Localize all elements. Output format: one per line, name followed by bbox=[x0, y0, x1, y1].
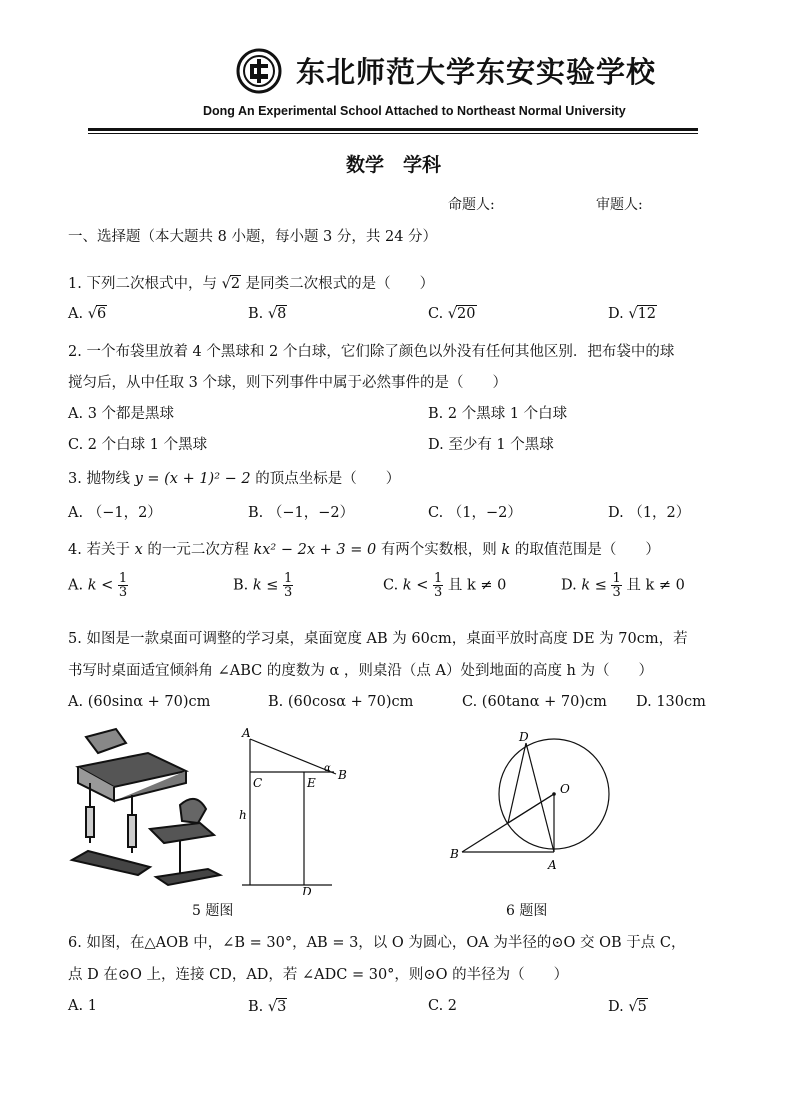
label-alpha: α bbox=[324, 763, 331, 774]
radicand: 2 bbox=[230, 276, 241, 292]
q1-option-c: C. √20 bbox=[428, 306, 476, 322]
question-2-line2: 搅匀后，从中任取 3 个球，则下列事件中属于必然事件的是（ ） bbox=[68, 375, 507, 391]
q2-option-d: D. 至少有 1 个黑球 bbox=[428, 437, 554, 453]
label-B: B bbox=[450, 847, 459, 861]
figure-5-caption: 5 题图 bbox=[192, 903, 234, 919]
q2-option-b: B. 2 个黑球 1 个白球 bbox=[428, 406, 568, 422]
header-rule bbox=[88, 128, 698, 131]
figure-5-diagram bbox=[238, 725, 356, 895]
q5-option-c: C. (60tanα + 70)cm bbox=[462, 694, 607, 710]
q5-option-a: A. (60sinα + 70)cm bbox=[68, 694, 211, 710]
q6-option-a: A. 1 bbox=[68, 998, 97, 1014]
label-B: B bbox=[338, 768, 347, 782]
figure-6-caption: 6 题图 bbox=[506, 903, 548, 919]
center-point bbox=[552, 792, 556, 796]
question-5-line1: 5. 如图是一款桌面可调整的学习桌，桌面宽度 AB 为 60cm，桌面平放时高度 DE 为 70cm，若 bbox=[68, 631, 688, 647]
label-A: A bbox=[548, 858, 557, 872]
q4-option-a: A. k < $\frac{1}{3}$ bbox=[68, 571, 128, 600]
label-D: D bbox=[302, 885, 312, 895]
question-5-line2: 书写时桌面适宜倾斜角 ∠ABC 的度数为 α ，则桌沿（点 A）处到地面的高度 h 为（ ） bbox=[68, 663, 654, 679]
study-desk-illustration bbox=[68, 725, 223, 890]
school-name-en: Dong An Experimental School Attached to Northeast Normal University bbox=[203, 104, 626, 118]
q6-option-c: C. 2 bbox=[428, 998, 458, 1014]
figure-6-diagram bbox=[440, 727, 620, 877]
q4-option-c: C. k < $\frac{1}{3}$ 且 k ≠ 0 bbox=[383, 571, 507, 600]
q4-option-d: D. k ≤ $\frac{1}{3}$ 且 k ≠ 0 bbox=[561, 571, 685, 600]
q1-option-b: B. √8 bbox=[248, 306, 287, 322]
q5-option-d: D. 130cm bbox=[636, 694, 706, 710]
label-D: D bbox=[519, 730, 529, 744]
author-label: 命题人: bbox=[448, 197, 495, 213]
section-heading: 一、选择题（本大题共 8 小题，每小题 3 分，共 24 分） bbox=[68, 229, 438, 245]
question-6-line2: 点 D 在⊙O 上，连接 CD，AD，若 ∠ADC = 30°，则⊙O 的半径为（ ） bbox=[68, 967, 569, 983]
question-2-line1: 2. 一个布袋里放着 4 个黑球和 2 个白球，它们除了颜色以外没有任何其他区别．把布袋中的球 bbox=[68, 344, 675, 360]
q2-option-a: A. 3 个都是黑球 bbox=[68, 406, 175, 422]
q3-option-b: B. （−1，−2） bbox=[248, 505, 355, 521]
q6-option-d: D. √5 bbox=[608, 999, 647, 1015]
q2-option-c: C. 2 个白球 1 个黑球 bbox=[68, 437, 208, 453]
label-E: E bbox=[307, 776, 316, 790]
label-A: A bbox=[242, 726, 251, 740]
reviewer-label: 审题人: bbox=[596, 197, 643, 213]
q1-option-a: A. √6 bbox=[68, 306, 107, 322]
q1-option-d: D. √12 bbox=[608, 306, 657, 322]
school-name-cn: 东北师范大学东安实验学校 bbox=[296, 55, 657, 89]
q5-option-b: B. (60cosα + 70)cm bbox=[268, 694, 414, 710]
header-rule-thin bbox=[88, 133, 698, 134]
q4-option-b: B. k ≤ $\frac{1}{3}$ bbox=[233, 571, 293, 600]
formula: kx² − 2x + 3 = 0 bbox=[253, 542, 377, 558]
school-logo-icon bbox=[236, 48, 282, 94]
label-O: O bbox=[560, 782, 570, 796]
q6-option-b: B. √3 bbox=[248, 999, 287, 1015]
question-6-line1: 6. 如图，在△AOB 中，∠B = 30°，AB = 3，以 O 为圆心，OA 为半径的⊙O 交 OB 于点 C， bbox=[68, 935, 686, 951]
page-title: 数学 学科 bbox=[345, 154, 441, 176]
q3-option-a: A. （−1，2） bbox=[68, 505, 162, 521]
formula: y = (x + 1)² − 2 bbox=[134, 471, 251, 487]
label-h: h bbox=[239, 808, 247, 822]
label-C: C bbox=[253, 776, 263, 790]
question-1-stem: 1. 下列二次根式中，与 √2 是同类二次根式的是（ ） bbox=[68, 276, 435, 292]
question-3-stem: 3. 抛物线 y = (x + 1)² − 2 的顶点坐标是（ ） bbox=[68, 471, 401, 487]
q3-option-d: D. （1，2） bbox=[608, 505, 691, 521]
q3-option-c: C. （1，−2） bbox=[428, 505, 522, 521]
question-4-stem: 4. 若关于 x 的一元二次方程 kx² − 2x + 3 = 0 有两个实数根，则 k 的取值范围是（ ） bbox=[68, 542, 660, 558]
